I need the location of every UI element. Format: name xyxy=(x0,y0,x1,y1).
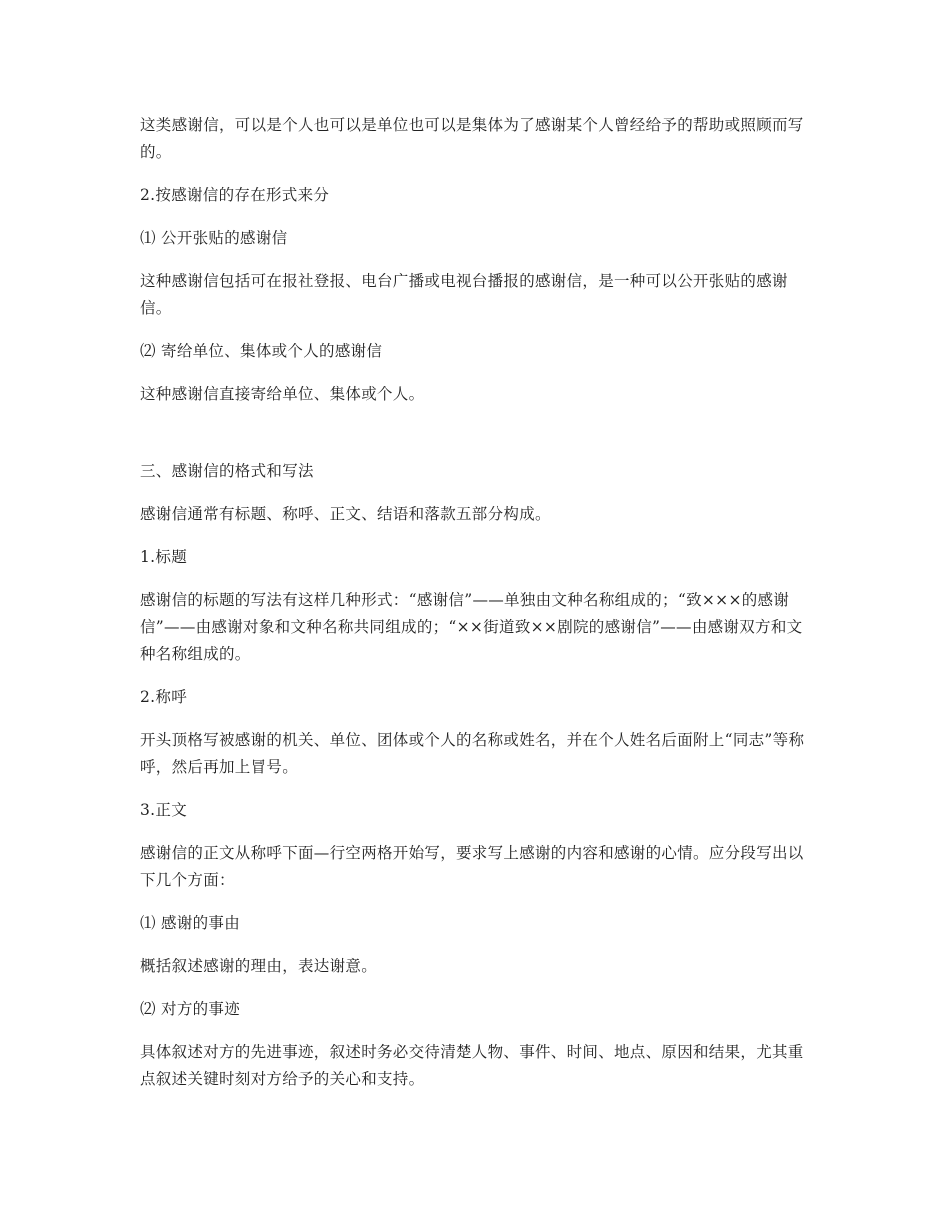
paragraph: 感谢信通常有标题、称呼、正文、结语和落款五部分构成。 xyxy=(140,505,551,523)
subsection-heading: ⑴ 公开张贴的感谢信 xyxy=(140,229,288,247)
paragraph: 概括叙述感谢的理由，表达谢意。 xyxy=(140,957,378,975)
paragraph: 开头顶格写被感谢的机关、单位、团体或个人的名称或姓名，并在个人姓名后面附上“同志”等称呼，然后再加上冒号。 xyxy=(140,731,805,776)
chapter-heading: 三、感谢信的格式和写法 xyxy=(140,462,314,480)
paragraph: 这类感谢信，可以是个人也可以是单位也可以是集体为了感谢某个人曾经给予的帮助或照顾而写的。 xyxy=(140,116,804,161)
document-body xyxy=(140,112,812,1109)
subsection-heading: ⑴ 感谢的事由 xyxy=(140,914,241,932)
section-spacer xyxy=(140,424,812,458)
subsection-heading: ⑵ 寄给单位、集体或个人的感谢信 xyxy=(140,342,383,360)
section-heading: 1.标题 xyxy=(140,548,187,566)
paragraph: 感谢信的正文从称呼下面—行空两格开始写，要求写上感谢的内容和感谢的心情。应分段写出以下几个方面： xyxy=(140,844,804,889)
section-heading: 2.按感谢信的存在形式来分 xyxy=(140,186,330,204)
section-heading: 2.称呼 xyxy=(140,688,187,706)
section-heading: 3.正文 xyxy=(140,801,187,819)
paragraph: 感谢信的标题的写法有这样几种形式：“感谢信”——单独由文种名称组成的；“致×××的感谢信”——由感谢对象和文种名称共同组成的；“××街道致××剧院的感谢信”——由感谢双方和文种名称组成的。 xyxy=(140,591,803,663)
subsection-heading: ⑵ 对方的事迹 xyxy=(140,1000,241,1018)
paragraph: 具体叙述对方的先进事迹，叙述时务必交待清楚人物、事件、时间、地点、原因和结果，尤其重点叙述关键时刻对方给予的关心和支持。 xyxy=(140,1043,804,1088)
paragraph: 这种感谢信包括可在报社登报、电台广播或电视台播报的感谢信，是一种可以公开张贴的感谢信。 xyxy=(140,272,788,317)
paragraph: 这种感谢信直接寄给单位、集体或个人。 xyxy=(140,385,425,403)
